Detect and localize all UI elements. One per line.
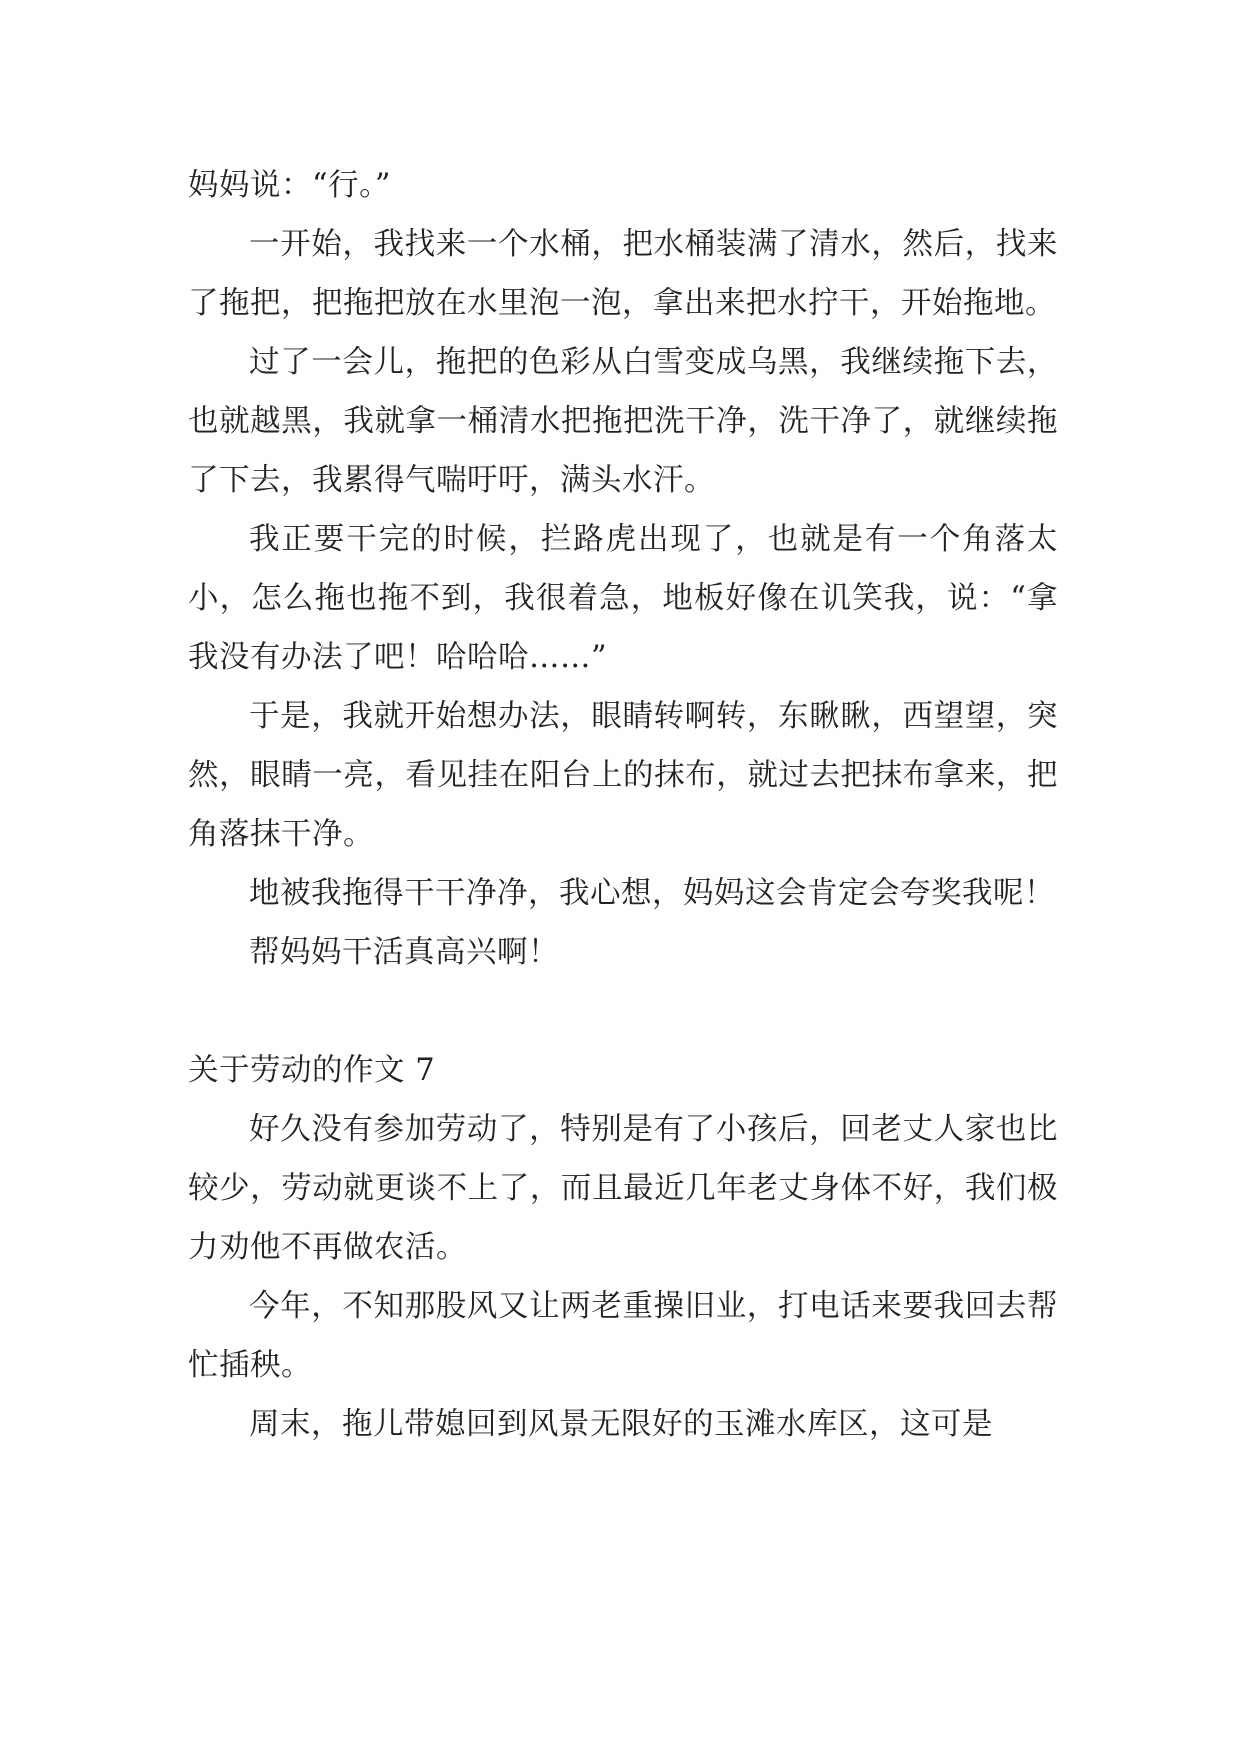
- paragraph: 一开始，我找来一个水桶，把水桶装满了清水，然后，找来了拖把，把拖把放在水里泡一泡，拿出来把水拧干，开始拖地。: [188, 227, 1058, 321]
- paragraph: 妈妈说：“行。”: [188, 168, 391, 203]
- paragraph: 帮妈妈干活真高兴啊！: [249, 935, 559, 970]
- document-body: [188, 156, 1058, 1454]
- paragraph: 于是，我就开始想办法，眼睛转啊转，东瞅瞅，西望望，突然，眼睛一亮，看见挂在阳台上的抹布，就过去把抹布拿来，把角落抹干净。: [188, 699, 1058, 852]
- paragraph: 我正要干完的时候，拦路虎出现了，也就是有一个角落太小，怎么拖也拖不到，我很着急，地板好像在讥笑我，说：“拿我没有办法了吧！哈哈哈……”: [188, 522, 1058, 675]
- section-heading: 关于劳动的作文 7: [188, 1053, 436, 1088]
- paragraph: 周末，拖儿带媳回到风景无限好的玉滩水库区，这可是: [249, 1407, 993, 1442]
- paragraph: 好久没有参加劳动了，特别是有了小孩后，回老丈人家也比较少，劳动就更谈不上了，而且最近几年老丈身体不好，我们极力劝他不再做农活。: [188, 1112, 1058, 1265]
- paragraph: 地被我拖得干干净净，我心想，妈妈这会肯定会夸奖我呢！: [249, 876, 1055, 911]
- paragraph: 过了一会儿，拖把的色彩从白雪变成乌黑，我继续拖下去，也就越黑，我就拿一桶清水把拖把洗干净，洗干净了，就继续拖了下去，我累得气喘吁吁，满头水汗。: [188, 345, 1058, 498]
- paragraph: 今年，不知那股风又让两老重操旧业，打电话来要我回去帮忙插秧。: [188, 1289, 1058, 1383]
